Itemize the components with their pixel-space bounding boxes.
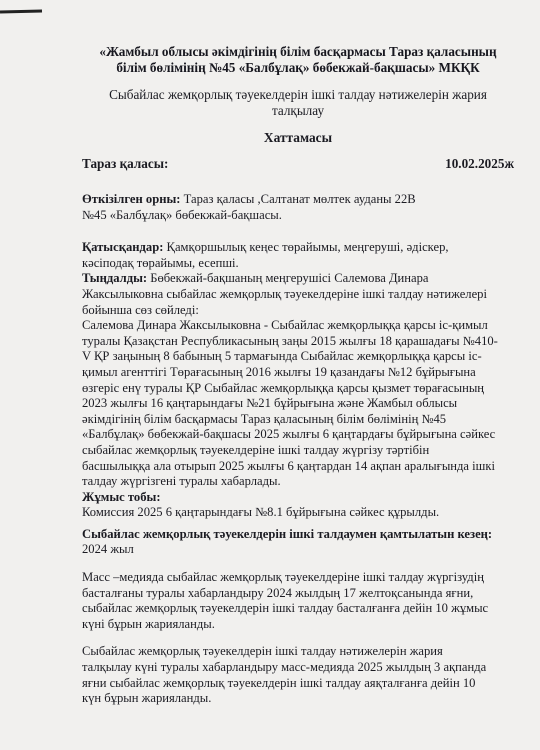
period-value: 2024 жыл: [82, 542, 134, 557]
media-2-line: Сыбайлас жемқорлық тәуекелдерін ішкі талдау нәтижелерін жария: [82, 644, 443, 659]
participants-section: [82, 240, 514, 271]
venue-line-2: №45 «Балбұлақ» бөбекжай-бақшасы.: [82, 207, 282, 222]
venue-value: Тараз қаласы ,Салтанат мөлтек ауданы 22В: [180, 192, 416, 206]
participants-line-2: кәсіподақ төрайымы, есепші.: [82, 255, 239, 270]
place-date-row: [82, 156, 514, 172]
heard-line: бойынша сөз сөйледі:: [82, 302, 199, 317]
media-2-line: күн бұрын жарияланды.: [82, 691, 212, 706]
document-subject: Сыбайлас жемқорлық тәуекелдерін ішкі талдау нәтижелерін жария талқылау: [109, 87, 487, 118]
participants-value: Қамқоршылық кеңес төрайымы, меңгеруші, әдіскер,: [163, 240, 449, 255]
scan-edge-mark: [0, 9, 42, 13]
heard-line: V ҚР заңының 8 бабының 5 тармағында Сыбайлас жемқорлыққа қарсы іс-: [82, 349, 482, 364]
heard-line: Салемова Динара Жаксылыковна - Сыбайлас жемқорлыққа қарсы іс-қимыл: [82, 318, 488, 333]
venue-label: Өткізілген орны:: [82, 192, 181, 206]
media-2-line: талқылау күні туралы хабарландыру масс-медияда 2025 жылдың 3 ақпанда: [82, 660, 487, 675]
heard-value: Бөбекжай-бақшаның меңгерушісі Салемова Динара: [147, 271, 429, 286]
heard-line: туралы Қазақстан Республикасының заңы 2015 жылғы 18 қарашадағы №410-: [82, 333, 498, 348]
workgroup-label: Жұмыс тобы:: [82, 489, 161, 504]
heard-label: Тыңдалды:: [82, 271, 148, 286]
heard-line: «Балбұлақ» бөбекжай-бақшасы 2025 жылғы 6 қаңтардағы бұйрығына сәйкес: [82, 427, 496, 442]
heard-line: талдау жүргізгені туралы хабарлады.: [82, 474, 281, 489]
workgroup-text: Комиссия 2025 6 қаңтарындағы №8.1 бұйрығына сәйкес құрылды.: [82, 505, 440, 520]
participants-label: Қатысқандар:: [82, 240, 164, 255]
media-1-line: сыбайлас жемқорлық тәуекелдерін ішкі талдау басталғанға дейін 10 жұмыс: [82, 601, 489, 616]
organization-header: [82, 44, 514, 76]
period-section: [82, 527, 514, 558]
venue-section: [82, 192, 514, 223]
media-1-line: күні бұрын жарияланды.: [82, 616, 215, 631]
media-paragraph-2: [82, 644, 514, 706]
media-paragraph-1: [82, 570, 514, 632]
media-1-line: басталғаны туралы хабарландыру 2024 жылдың 17 желтоқсанында яғни,: [82, 585, 474, 600]
org-line-2: білім бөлімінің №45 «Балбұлақ» бөбекжай-бақшасы» МКҚК: [116, 60, 480, 75]
org-line-1: «Жамбыл облысы әкімдігінің білім басқармасы Тараз қаласының: [99, 44, 497, 59]
heard-line: қимыл агенттігі Төрағасының 2016 жылғы 19 қазандағы №12 бұйрығына: [82, 364, 476, 379]
heard-section: [82, 271, 514, 489]
heard-line: сыбайлас жемқорлық тәуекелдеріне ішкі талдау жүргізу тәртібін: [82, 442, 430, 457]
date: 10.02.2025ж: [445, 156, 514, 171]
venue-line-1: [82, 192, 514, 208]
media-2-line: яғни сыбайлас жемқорлық тәуекелдерін ішкі талдау аяқталғанға дейін 10: [82, 675, 476, 690]
protocol-document: [82, 44, 514, 707]
city: Тараз қаласы:: [82, 156, 169, 171]
heard-line: әкімдігінің білім басқармасы Тараз қаласының білім бөлімінің №45: [82, 411, 447, 426]
heard-line: басшылыққа ала отырып 2025 жылғы 6 қаңтардан 14 ақпан аралығында ішкі: [82, 458, 495, 473]
participants-line-1: [82, 240, 514, 256]
heard-line: өзгеріс енү туралы ҚР Сыбайлас жемқорлыққа қарсы қызмет төрағасының: [82, 380, 485, 395]
heard-line: Жаксылыковна сыбайлас жемқорлық тәуекелдеріне ішкі талдау нәтижелері: [82, 286, 487, 301]
heard-line-0: [82, 271, 514, 287]
heard-line: 2023 жылғы 16 қаңтарындағы №21 бұйрығына және Жамбыл облысы: [82, 396, 458, 411]
document-type: Хаттамасы: [263, 130, 333, 145]
workgroup-section: [82, 490, 514, 521]
period-label: Сыбайлас жемқорлық тәуекелдерін ішкі талдаумен қамтылатын кезең:: [82, 526, 493, 541]
media-1-line: Масс –медияда сыбайлас жемқорлық тәуекелдеріне ішкі талдау жүргізудің: [82, 570, 484, 585]
